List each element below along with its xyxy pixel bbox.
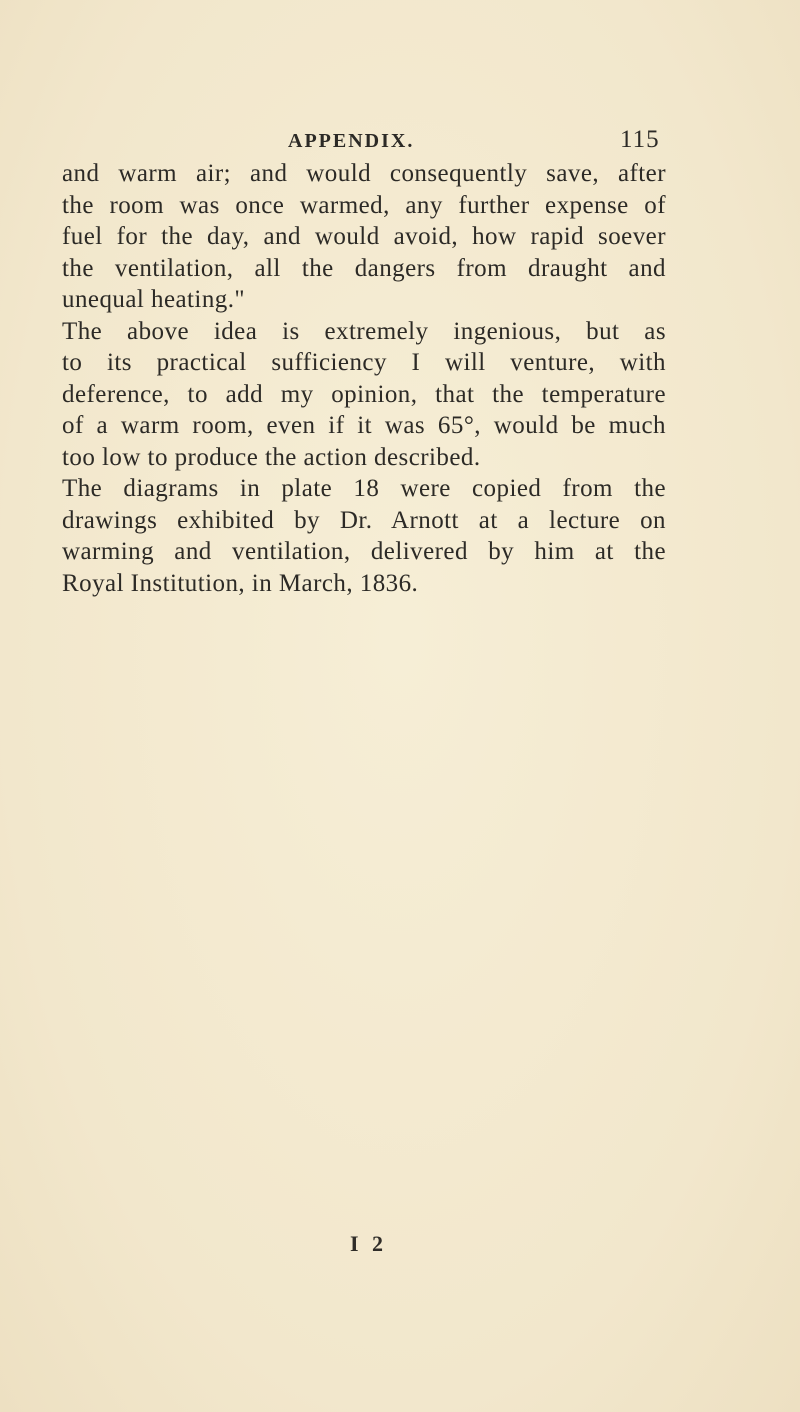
text-line: Royal Institution, in March, 1836. [62, 569, 419, 597]
text-line: of a warm room, even if it was 65°, would be much [62, 412, 666, 439]
page-number: 115 [620, 126, 660, 153]
text-line: too low to produce the action described. [62, 443, 481, 471]
text-line: and warm air; and would consequently save, after [62, 160, 666, 187]
text-line: the ventilation, all the dangers from draught and [62, 254, 666, 282]
text-line: unequal heating." [62, 286, 246, 313]
text-line: fuel for the day, and would avoid, how rapid soever [62, 223, 666, 250]
text-line: warming and ventilation, delivered by him at the [62, 538, 666, 565]
text-line: the room was once warmed, any further expense of [62, 191, 666, 219]
text-line: to its practical sufficiency I will venture, with [62, 349, 666, 376]
text-line: drawings exhibited by Dr. Arnott at a lecture on [62, 506, 666, 534]
text-line: The above idea is extremely ingenious, but as [62, 317, 666, 345]
running-head-title: APPENDIX. [288, 130, 415, 152]
signature-mark: I 2 [350, 1231, 388, 1256]
text-line: deference, to add my opinion, that the temperature [62, 380, 666, 408]
text-line: The diagrams in plate 18 were copied from the [62, 475, 666, 502]
running-head [0, 120, 800, 156]
body-text [62, 158, 666, 599]
